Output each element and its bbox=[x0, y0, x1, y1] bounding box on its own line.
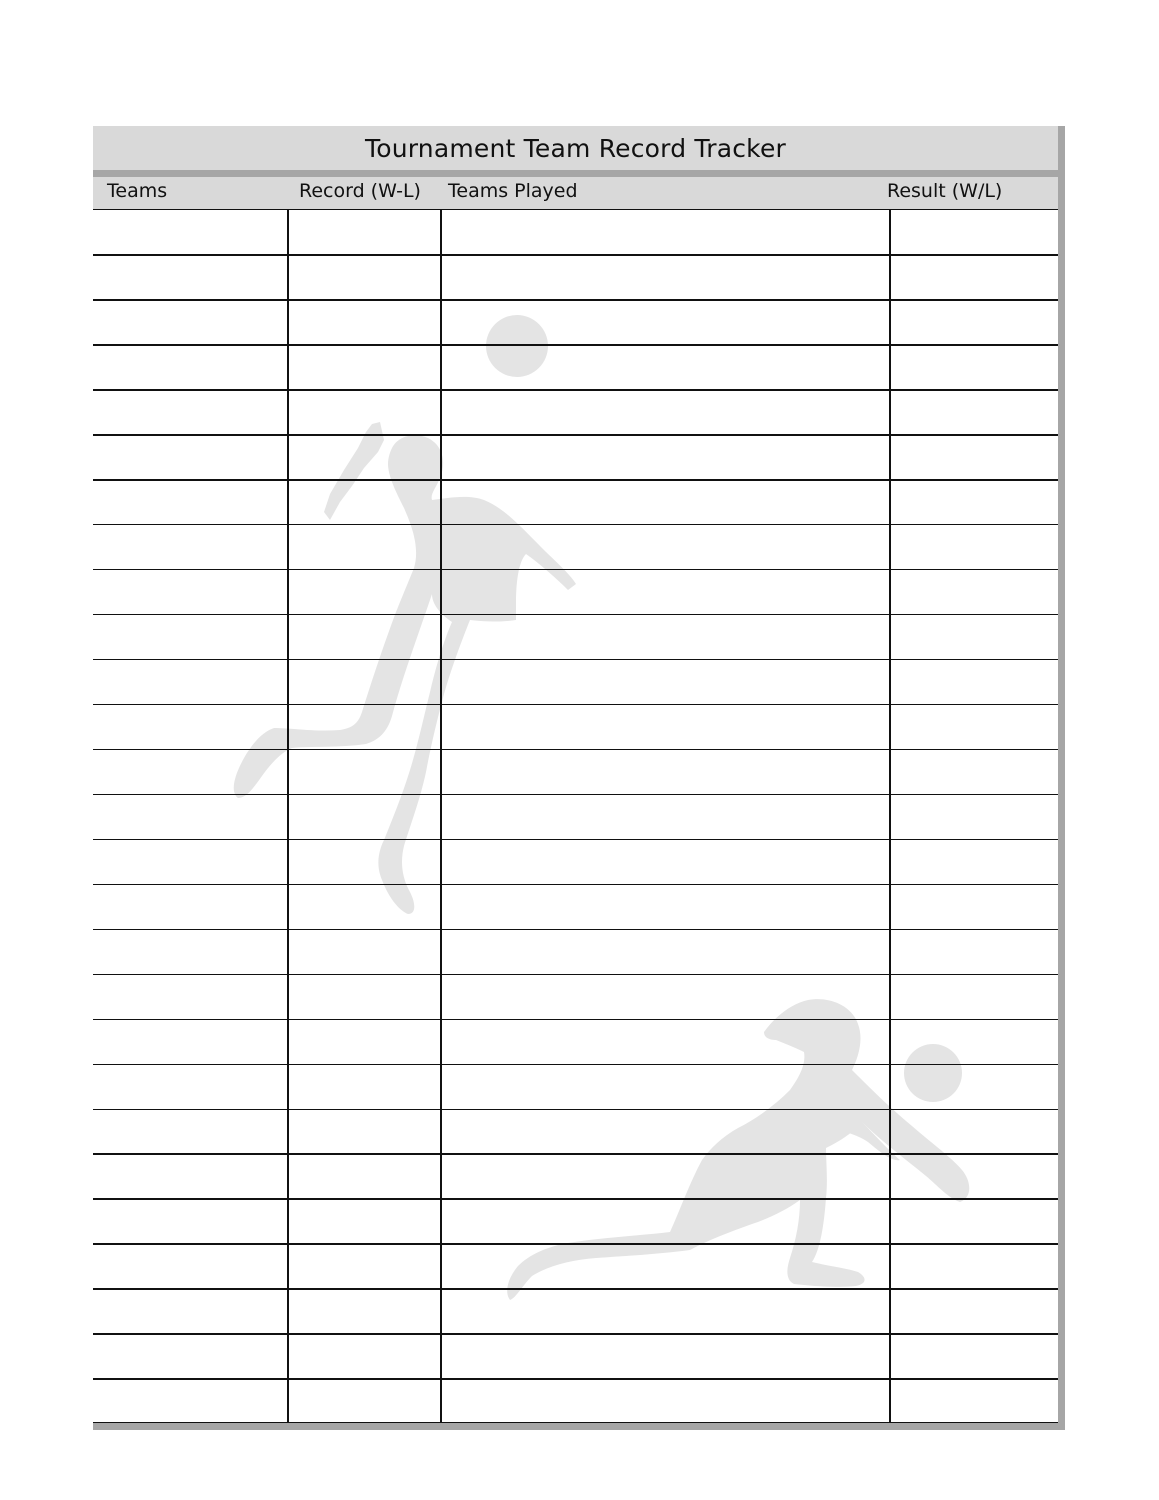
row-divider bbox=[93, 434, 1058, 436]
row-divider bbox=[93, 1198, 1058, 1200]
title-divider bbox=[93, 170, 1058, 177]
column-divider bbox=[889, 210, 891, 1422]
row-divider bbox=[93, 749, 1058, 751]
page-title-text: Tournament Team Record Tracker bbox=[364, 133, 787, 163]
row-divider bbox=[93, 1288, 1058, 1290]
row-divider bbox=[93, 929, 1058, 931]
row-divider bbox=[93, 1109, 1058, 1111]
page-title bbox=[93, 126, 1058, 170]
column-divider bbox=[440, 210, 442, 1422]
column-header-record: Record (W-L) bbox=[299, 180, 421, 202]
row-divider bbox=[93, 884, 1058, 886]
row-divider bbox=[93, 1064, 1058, 1066]
row-divider bbox=[93, 1378, 1058, 1380]
row-divider bbox=[93, 1333, 1058, 1335]
row-divider bbox=[93, 389, 1058, 391]
row-divider bbox=[93, 839, 1058, 841]
column-header-result: Result (W/L) bbox=[887, 180, 1003, 202]
row-divider bbox=[93, 974, 1058, 976]
row-divider bbox=[93, 569, 1058, 571]
row-divider bbox=[93, 704, 1058, 706]
row-divider bbox=[93, 479, 1058, 481]
column-header-teams: Teams bbox=[107, 180, 168, 202]
row-divider bbox=[93, 659, 1058, 661]
row-divider bbox=[93, 299, 1058, 301]
column-header-teams-played: Teams Played bbox=[448, 180, 578, 202]
row-divider bbox=[93, 344, 1058, 346]
row-divider bbox=[93, 524, 1058, 526]
row-divider bbox=[93, 794, 1058, 796]
sheet-shadow-bottom bbox=[93, 1423, 1065, 1430]
record-table-grid bbox=[93, 209, 1058, 1423]
table-header-row bbox=[93, 177, 1058, 209]
sheet-shadow-right bbox=[1058, 126, 1065, 1430]
row-divider bbox=[93, 254, 1058, 256]
row-divider bbox=[93, 1243, 1058, 1245]
row-divider bbox=[93, 614, 1058, 616]
column-divider bbox=[287, 210, 289, 1422]
row-divider bbox=[93, 1019, 1058, 1021]
row-divider bbox=[93, 1153, 1058, 1155]
